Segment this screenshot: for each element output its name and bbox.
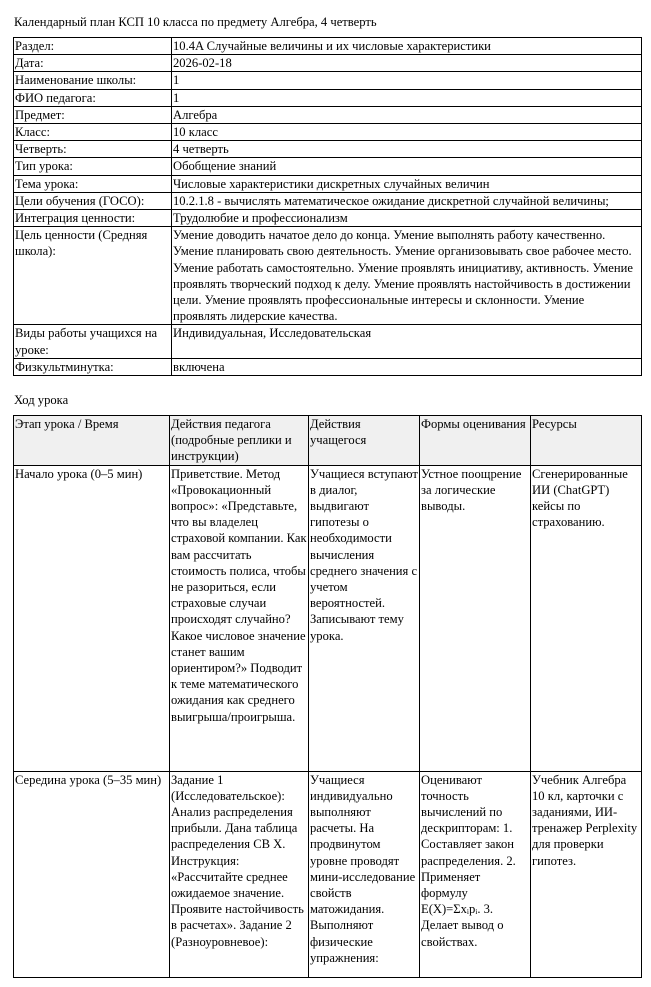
info-row (14, 55, 642, 72)
info-value: включена (172, 358, 642, 375)
info-label: Виды работы учащихся на уроке: (14, 325, 172, 358)
lesson-cell: Сгенерированные ИИ (ChatGPT) кейсы по страхованию. (531, 465, 642, 771)
lesson-cell: Приветствие. Метод «Провокационный вопрос»: «Представьте, что вы владелец страховой компании. Как вам рассчитать стоимость полиса, чтобы не разориться, если страховые случаи происходят случайно? Какое числовое значение станет вашим ориентиром?» Подводит к теме математического ожидания как среднего выигрыша/проигрыша. (170, 465, 309, 771)
info-label: Тип урока: (14, 158, 172, 175)
info-label: Четверть: (14, 141, 172, 158)
lesson-header-cell: Ресурсы (531, 416, 642, 466)
lesson-section-title: Ход урока (14, 393, 69, 407)
lesson-header-cell: Этап урока / Время (14, 416, 170, 466)
info-value: 4 четверть (172, 141, 642, 158)
lesson-row (14, 771, 642, 977)
info-row (14, 325, 642, 358)
lesson-cell: Учащиеся вступают в диалог, выдвигают гипотезы о необходимости вычисления среднего значения с учетом вероятностей. Записывают тему урока. (309, 465, 420, 771)
info-row (14, 192, 642, 209)
lesson-cell: Учебник Алгебра 10 кл, карточки с заданиями, ИИ-тренажер Perplexity для проверки гипотез. (531, 771, 642, 977)
lesson-row (14, 465, 642, 771)
info-label: Тема урока: (14, 175, 172, 192)
info-value: Алгебра (172, 106, 642, 123)
info-row (14, 38, 642, 55)
info-label: Раздел: (14, 38, 172, 55)
info-row (14, 158, 642, 175)
info-row (14, 227, 642, 325)
info-label: ФИО педагога: (14, 89, 172, 106)
info-label: Цель ценности (Средняя школа): (14, 227, 172, 325)
info-value: 10 класс (172, 124, 642, 141)
lesson-table (13, 415, 642, 978)
info-row (14, 358, 642, 375)
info-value: 2026-02-18 (172, 55, 642, 72)
info-row (14, 89, 642, 106)
info-row (14, 210, 642, 227)
info-table (13, 37, 642, 376)
lesson-cell: Задание 1 (Исследовательское): Анализ распределения прибыли. Дана таблица распределения СВ X. Инструкция: «Рассчитайте среднее ожидаемое значение. Проявите настойчивость в расчетах». Задание 2 (Разноуровневое): (170, 771, 309, 977)
lesson-cell: Середина урока (5–35 мин) (14, 771, 170, 977)
info-value: Трудолюбие и профессионализм (172, 210, 642, 227)
info-label: Интеграция ценности: (14, 210, 172, 227)
lesson-cell: Учащиеся индивидуально выполняют расчеты. На продвинутом уровне проводят мини-исследование свойств матожидания. Выполняют физические упражнения: (309, 771, 420, 977)
lesson-header-cell: Действия педагога (подробные реплики и инструкции) (170, 416, 309, 466)
info-row (14, 175, 642, 192)
document-title: Календарный план КСП 10 класса по предмету Алгебра, 4 четверть (14, 15, 377, 29)
info-label: Предмет: (14, 106, 172, 123)
info-value: 10.2.1.8 - вычислять математическое ожидание дискретной случайной величины; (172, 192, 642, 209)
info-label: Физкультминутка: (14, 358, 172, 375)
info-row (14, 106, 642, 123)
lesson-cell: Оценивают точность вычислений по дескрипторам: 1. Составляет закон распределения. 2. Применяет формулу E(X)=Σxᵢpᵢ. 3. Делает вывод о свойствах. (420, 771, 531, 977)
info-label: Наименование школы: (14, 72, 172, 89)
info-value: Умение доводить начатое дело до конца. Умение выполнять работу качественно. Умение планировать свою деятельность. Умение организовывать свое рабочее место. Умение работать самостоятельно. Умение проявлять инициативу, активность. Умение проявлять творческий подход к делу. Умение проявлять настойчивость в достижении цели. Умение проявлять профессиональные интересы и склонности. Умение проявлять лидерские качества. (172, 227, 642, 325)
info-label: Дата: (14, 55, 172, 72)
lesson-cell: Начало урока (0–5 мин) (14, 465, 170, 771)
info-row (14, 124, 642, 141)
info-label: Класс: (14, 124, 172, 141)
info-value: Обобщение знаний (172, 158, 642, 175)
lesson-header-cell: Действия учащегося (309, 416, 420, 466)
info-label: Цели обучения (ГОСО): (14, 192, 172, 209)
lesson-header-row (14, 416, 642, 466)
info-value: 1 (172, 72, 642, 89)
lesson-header-cell: Формы оценивания (420, 416, 531, 466)
info-value: Индивидуальная, Исследовательская (172, 325, 642, 358)
info-value: 10.4A Случайные величины и их числовые характеристики (172, 38, 642, 55)
info-value: Числовые характеристики дискретных случайных величин (172, 175, 642, 192)
lesson-cell: Устное поощрение за логические выводы. (420, 465, 531, 771)
info-value: 1 (172, 89, 642, 106)
info-row (14, 72, 642, 89)
info-row (14, 141, 642, 158)
